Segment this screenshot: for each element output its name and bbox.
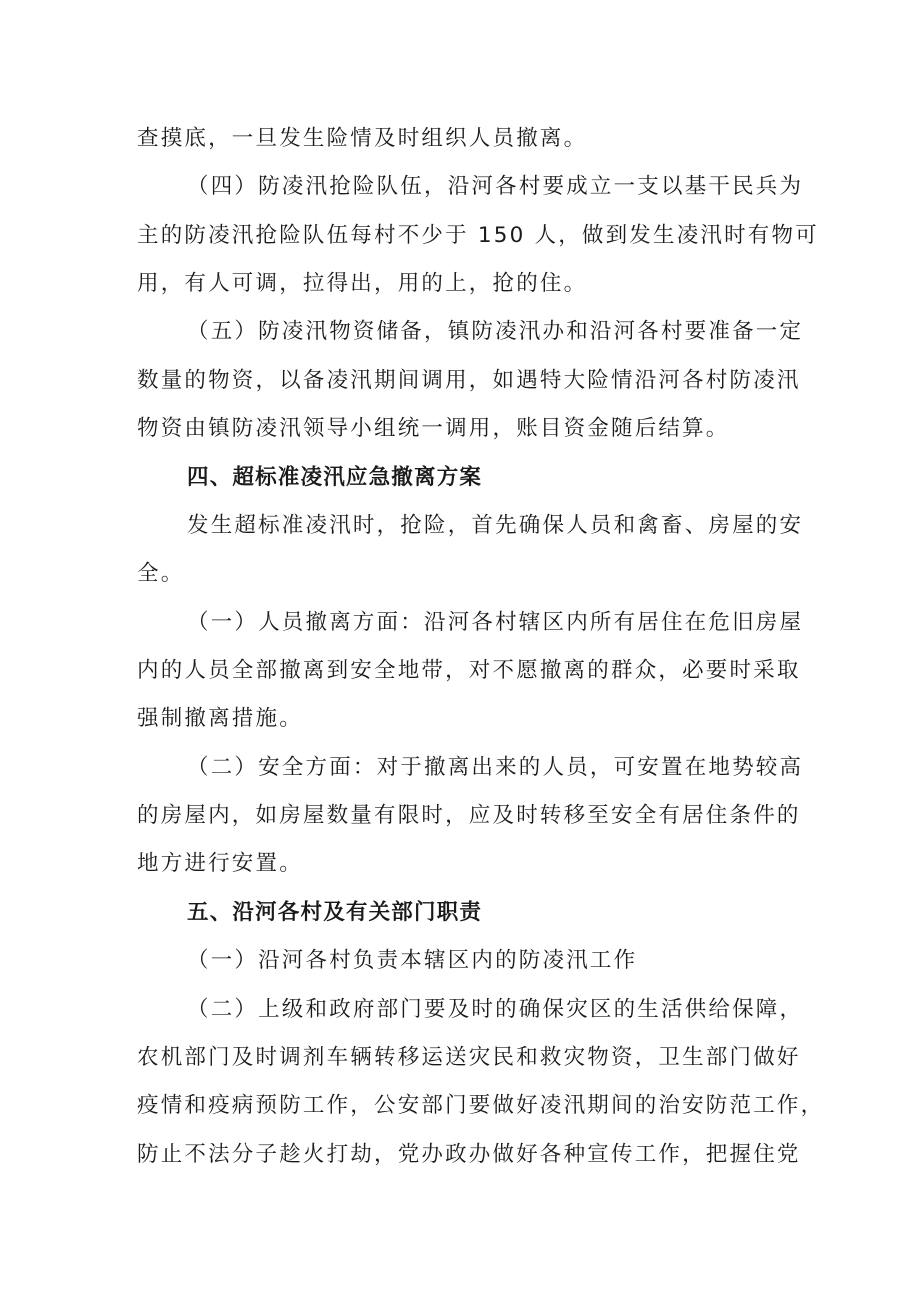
paragraph-line: （一）沿河各村负责本辖区内的防凌汛工作 (187, 948, 638, 973)
paragraph-line: （二）上级和政府部门要及时的确保灾区的生活供给保障， (187, 997, 804, 1022)
paragraph-line: （五）防凌汛物资储备，镇防凌汛办和沿河各村要准备一定 (187, 319, 804, 344)
paragraph-line: 全。 (137, 561, 185, 586)
paragraph-line: 强制撤离措施。 (137, 706, 303, 731)
paragraph-line: （二）安全方面：对于撤离出来的人员，可安置在地势较高 (187, 755, 804, 780)
paragraph-line: 防止不法分子趁火打劫，党办政办做好各种宣传工作，把握住党 (137, 1142, 801, 1167)
paragraph-line: （四）防凌汛抢险队伍，沿河各村要成立一支以基干民兵为 (187, 174, 804, 199)
paragraph-line: 内的人员全部撤离到安全地带，对不愿撤离的群众，必要时采取 (137, 658, 801, 683)
paragraph-line: 的房屋内，如房屋数量有限时，应及时转移至安全有居住条件的 (137, 803, 801, 828)
paragraph-line: 地方进行安置。 (137, 851, 303, 876)
paragraph-line: 数量的物资，以备凌汛期间调用，如遇特大险情沿河各村防凌汛 (137, 368, 801, 393)
paragraph-line: 疫情和疫病预防工作，公安部门要做好凌汛期间的治安防范工作， (137, 1093, 825, 1118)
section-heading: 五、沿河各村及有关部门职责 (187, 900, 483, 925)
paragraph-line: （一）人员撤离方面：沿河各村辖区内所有居住在危旧房屋 (187, 610, 804, 635)
paragraph-line: 农机部门及时调剂车辆转移运送灾民和救灾物资，卫生部门做好 (137, 1045, 801, 1070)
section-heading: 四、超标准凌汛应急撤离方案 (187, 465, 483, 490)
paragraph-line: 发生超标准凌汛时，抢险，首先确保人员和禽畜、房屋的安 (187, 513, 804, 538)
paragraph-line: 物资由镇防凌汛领导小组统一调用，账目资金随后结算。 (137, 416, 730, 441)
paragraph-line: 主的防凌汛抢险队伍每村不少于 150 人，做到发生凌汛时有物可 (137, 223, 819, 248)
paragraph-line: 用，有人可调，拉得出，用的上，抢的住。 (137, 271, 588, 296)
paragraph-line: 查摸底，一旦发生险情及时组织人员撤离。 (137, 126, 588, 151)
